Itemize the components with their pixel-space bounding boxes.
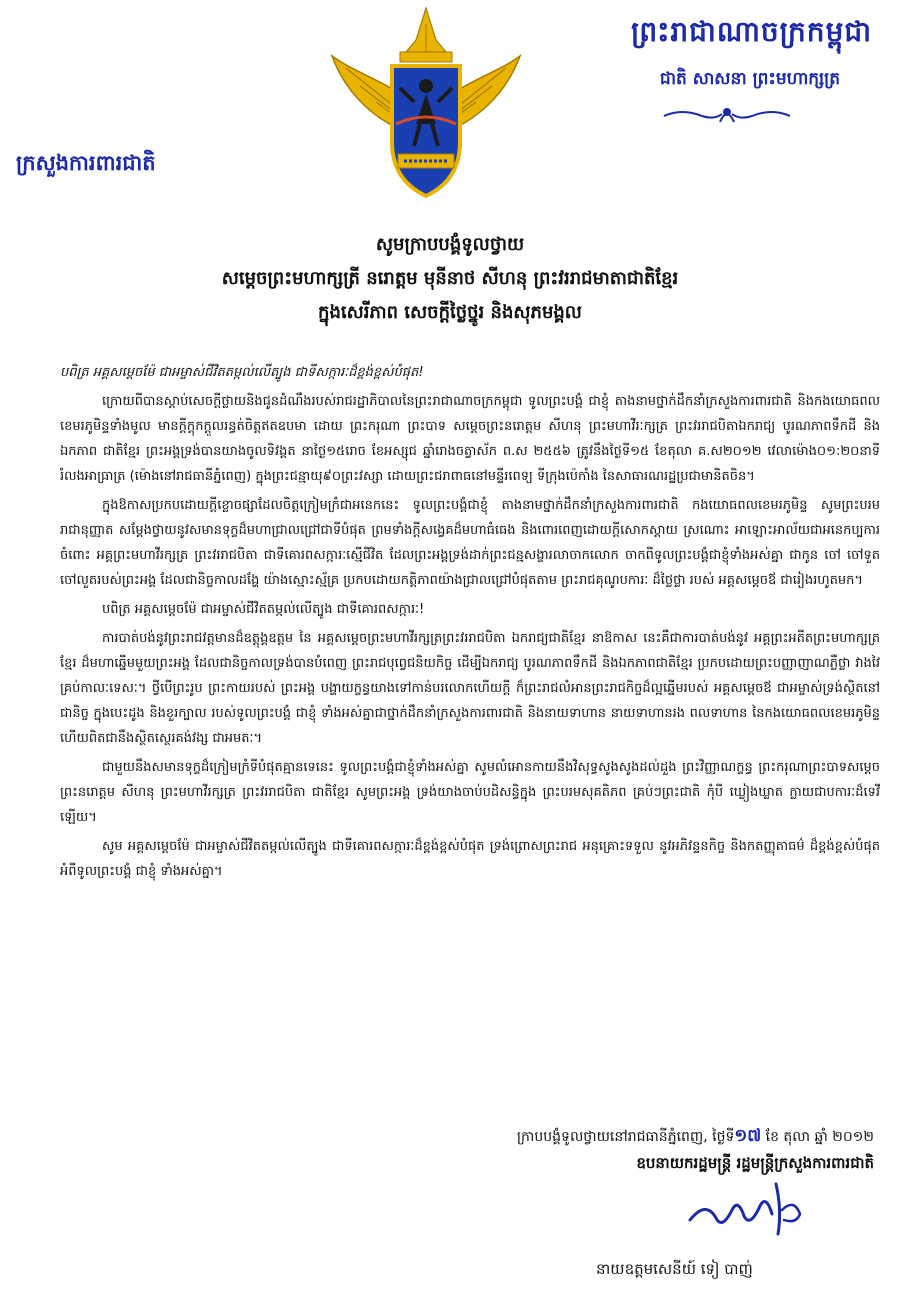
salutation: បពិត្រ អគ្គសម្តេចម៉ែ ជាអម្ចាស់ជីវិតតម្កល់លើត្បូង ជាទីសក្ការៈដ៏ខ្ពង់ខ្ពស់បំផុត! (60, 365, 424, 380)
place-suffix: ខែ តុលា ឆ្នាំ ២០១២ (761, 1129, 874, 1145)
letter-heading (60, 228, 840, 330)
heading-line-1: សូមក្រាបបង្គំទូលថ្វាយ (375, 234, 525, 255)
paragraph-3: បពិត្រ អគ្គសម្តេចម៉ែ ជាអម្ចាស់ជីវិតតម្កល់លើត្បូង ជាទីគោរពសក្ការៈ! (102, 602, 425, 617)
signer-name: នាយឧត្តមសេនីយ៍ ទៀ បាញ់ (596, 1260, 753, 1278)
letter-body (60, 360, 880, 888)
flourish-ornament-icon (662, 102, 792, 130)
paragraph-5: ជាមួយនឹងសមានទុក្ខដ៏ក្រៀមក្រំទីបំផុតគ្មានទេនេះ ទូលព្រះបង្គំជាខ្ញុំទាំងអស់គ្នា សូមលំអោនកាយនឹងវិសុទ្ធសូងសូងដល់ដួង ព្រះវិញ្ញាណក្ខន្ធ ព្រះករុណាព្រះបាទសម្តេចព្រះនរោត្តម សីហនុ ព្រះមហាវីរក្សត្រ ព្រះវររាជបិតា ជាតិខ្មែរ សូមព្រះអង្គ ទ្រង់យាងចាប់បដិសន្ធិក្នុង ព្រះបរមសុគតិភព គ្រប់ៗព្រះជាតិ កុំបី ឃ្លៀងឃ្លាត ក្លាយជាបការៈដ៏ទេវីឡើយ។ (60, 760, 880, 825)
heading-line-2: សម្តេចព្រះមហាក្សត្រី នរោត្តម មុនីនាថ សីហនុ ព្រះវររាជមាតាជាតិខ្មែរ (221, 268, 679, 289)
national-motto: ជាតិ សាសនា ព្រះមហាក្សត្រ (659, 69, 840, 89)
paragraph-6: សូម អគ្គសម្តេចម៉ែ ជាអម្ចាស់ជីវិតតម្កល់លើត្បូង ជាទីគោរពសក្ការៈដ៏ខ្ពង់ខ្ពស់បំផុត ទ្រង់ព្រោសព្រះរាជ អនុគ្រោះទទួល នូវអភិវន្ទនកិច្ច និងកតញ្ញុតាធម៌ ដ៏ខ្ពង់ខ្ពស់បំផុតអំពីទូលព្រះបង្គំ ជាខ្ញុំ ទាំងអស់គ្នា។ (60, 839, 880, 879)
ministry-name: ក្រសួងការពារជាតិ (16, 150, 156, 175)
closing-block (517, 1123, 874, 1176)
heading-line-3: ក្នុងសេរីភាព សេចក្តីថ្លៃថ្នូរ និងសុភមង្គល (318, 302, 582, 323)
place-and-date (517, 1123, 874, 1150)
signer-title: ឧបនាយករដ្ឋមន្ត្រី រដ្ឋមន្ត្រីក្រសួងការពារជាតិ (636, 1154, 874, 1172)
handwritten-day: ១៧ (734, 1126, 762, 1146)
place-prefix: ក្រាបបង្គំទូលថ្វាយនៅរាជធានីភ្នំពេញ, ថ្ងៃទី (516, 1129, 735, 1145)
ministry-emblem-icon (326, 4, 526, 208)
kingdom-title: ព្រះរាជាណាចក្រកម្ពុជា (630, 15, 872, 48)
paragraph-2: ក្នុងឱកាសប្រកបដោយក្តីខ្លោចផ្សាដែលចិត្តក្រៀមក្រំជាអនេកនេះ ទូលព្រះបង្គំជាខ្ញុំ តាងនាមថ្នាក់ដឹកនាំក្រសួងការពារជាតិ កងយោធពលខេមរភូមិន្ទ សូមព្រះបរមរាជានុញ្ញាត សម្តែងថ្វាយនូវសមានទុក្ខដ៏មហាជ្រាលជ្រៅជាទីបំផុត ព្រមទាំងក្តីសង្វេគដ៏មហាធំធេង និងពោរពេញដោយក្តីសោកស្តាយ ស្រណោះ អាឡោះអាល័យជាអនេកប្បការ ចំពោះ អគ្គព្រះមហាវីរក្សត្រ ព្រះវររាជបិតា ជាទីគោរពសក្ការៈស្មើជីវិត ដែលព្រះអង្គទ្រង់ដាក់ព្រះជន្មសង្ខារលាចាកលោក ចាកពីទូលព្រះបង្គំជាខ្ញុំទាំងអស់គ្នា ជាកូន ចៅ ចៅទួត ចៅលួតរបស់ព្រះអង្គ ដែលជានិច្ចកាលដង្ហែ យ៉ាងស្មោះស្ម័គ្រ ប្រកបដោយកត្តិភាពយ៉ាងជ្រាលជ្រៅបំផុតតាម ព្រះរាជគុណូបការៈ ដ៏ថ្លៃថ្លា របស់ អគ្គសម្តេចឪ ជារៀងរហូតមក។ (60, 498, 880, 588)
signature-icon (686, 1180, 806, 1244)
paragraph-1: ក្រោយពីបានស្តាប់សេចក្តីថ្លាយនិងជូនដំណឹងរបស់រាជរដ្ឋាភិបាលនៃព្រះរាជាណាចក្រកម្ពុជា ទូលព្រះបង្គំ ជាខ្ញុំ តាងនាមថ្នាក់ដឹកនាំក្រសួងការពារជាតិ និងកងយោធពលខេមរភូមិន្ទទាំងមូល មានក្តីក្តុកក្តួលរន្ធត់ចិត្តឥតឧបមា ដោយ ព្រះករុណា ព្រះបាទ សម្តេចព្រះនរោត្តម សីហនុ ព្រះមហាវីរៈក្សត្រ ព្រះវររាជបិតាឯករាជ្យ បូរណភាពទឹកដី និងឯកភាព ជាតិខ្មែរ ព្រះអង្គទ្រង់បានយាងចូលទិវង្គត នាថ្ងៃ១៥រោច ខែអស្សុជ ឆ្នាំរោងចត្វាស័ក ព.ស ២៥៥៦ ត្រូវនឹងថ្ងៃទី១៥ ខែតុលា គ.ស២០១២ វេលាម៉ោង០១:២០នាទីរំលងអាធ្រាត្រ (ម៉ោងនៅរាជធានីភ្នំពេញ) ក្នុងព្រះជន្មាយុ៩០ព្រះវស្សា ដោយព្រះជរាពាធនៅមន្ទីរពេទ្យ ទីក្រុងប៉េកាំង នៃសាធារណរដ្ឋប្រជាមានិតចិន។ (60, 394, 880, 484)
paragraph-4: ការបាត់បង់នូវព្រះរាជវត្តមានដ៏ឧត្តុង្គឧត្តម នៃ អគ្គសម្តេចព្រះមហាវីរក្សត្រព្រះវររាជបិតា ឯករាជ្យជាតិខ្មែរ នាឱកាស នេះគឺជាការបាត់បង់នូវ អគ្គព្រះអតីតព្រះមហាក្សត្រខ្មែរ ដ៏មហាឆ្នើមមួយព្រះអង្គ ដែលជានិច្ចកាលទ្រង់បានបំពេញ ព្រះរាជបុព្វេជនិយកិច្ច ដើម្បីឯករាជ្យ បូរណភាពទឹកដី និងឯកភាពជាតិខ្មែរ ប្រកបដោយព្រះបញ្ញាញាណភ្លឺថ្លា វាងវៃគ្រប់កាលៈទេសៈ។ ថ្វីបើព្រះរូប ព្រះកាយរបស់ ព្រះអង្គ បង្ហាយក្ខន្ធយាងទៅកាន់បរលោកហើយក្តី ក៏ព្រះរាជលំអានព្រះរាជកិច្ចដ៏ល្អឆ្នើមរបស់ អគ្គសម្តេចឪ ជាអម្ចាស់ទ្រង់ស្ថិតនៅជានិច្ច ក្នុងបេះដូង និងខួរក្បាល របស់ទូលព្រះបង្គំ ជាខ្ញុំ ទាំងអស់គ្នាជាថ្នាក់ដឹកនាំក្រសួងការពារជាតិ និងនាយទាហាន នាយទាហានរង ពលទាហាន នៃកងយោធពលខេមរភូមិន្ទ ហើយពិតជានឹងស្ថិតស្ថេរគង់វង្ស ជាអមតៈ។ (60, 631, 880, 746)
